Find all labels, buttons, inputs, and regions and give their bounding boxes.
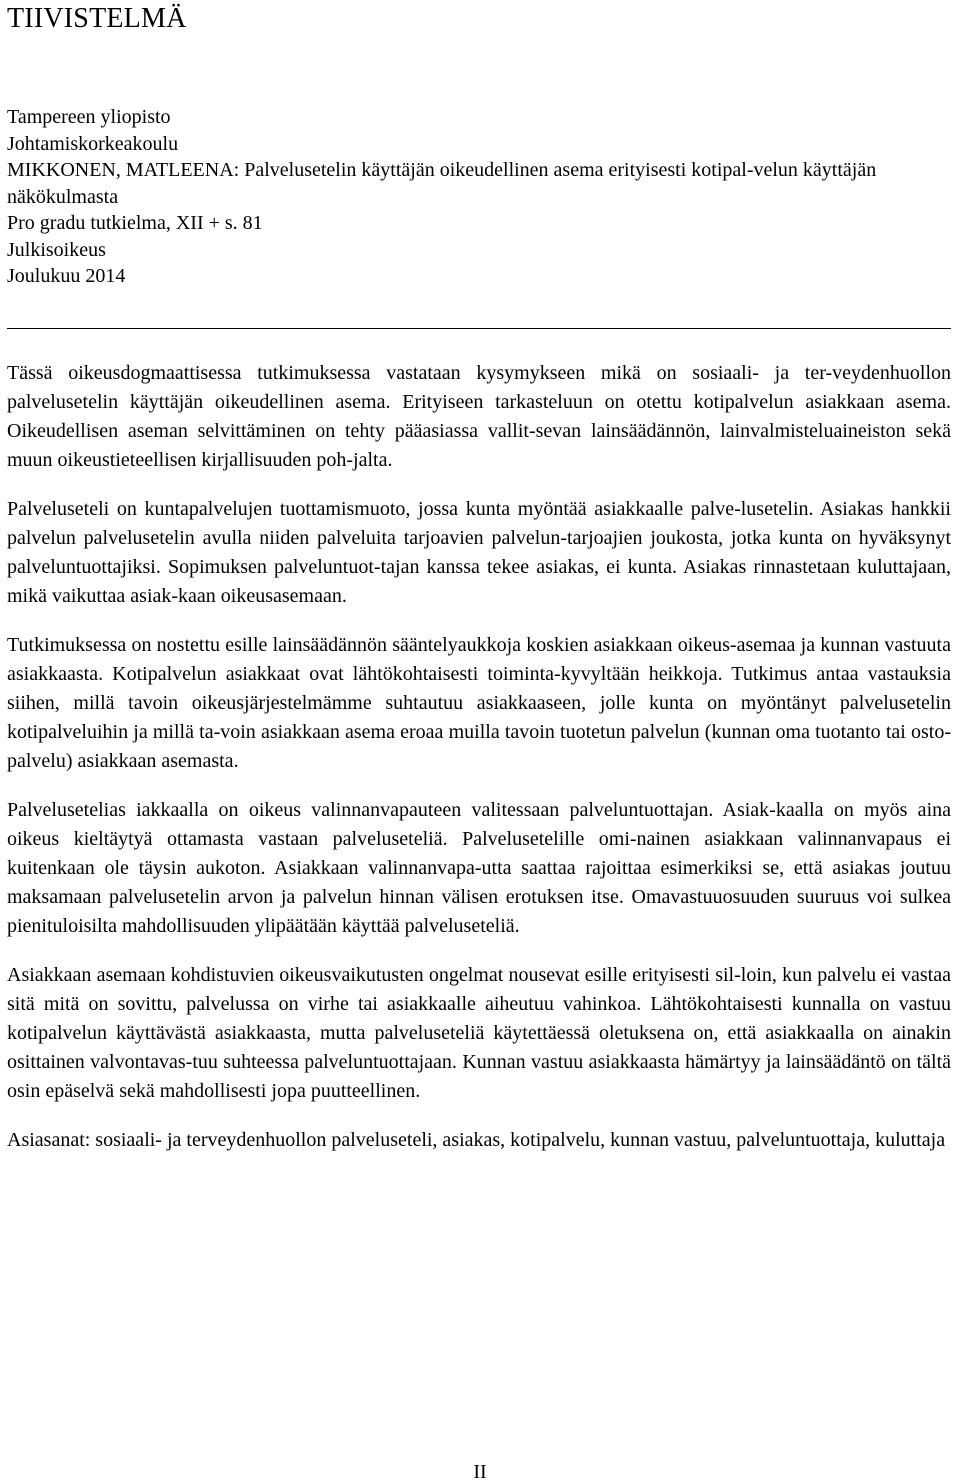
abstract-paragraph-3: Tutkimuksessa on nostettu esille lainsäädännön sääntelyaukkoja koskien asiakkaan oikeus-asemaa ja kunnan vastuuta asiakkaasta. Kotipalvelun asiakkaat ovat lähtökohtaisesti toiminta-kyvyltään heikkoja. Tutkimus antaa vastauksia siihen, millä tavoin oikeusjärjestelmämme suhtautuu asiakkaaseen, jolle kunta on myöntänyt palvelusetelin kotipalveluihin ja millä ta-voin asiakkaan asema eroaa muilla tavoin tuotetun palvelun (kunnan oma tuotanto tai osto-palvelu) asiakkaan asemasta. — [7, 634, 951, 772]
page-title: TIIVISTELMÄ — [7, 3, 187, 34]
school-line: Johtamiskorkeakoulu — [7, 132, 179, 155]
page-number: II — [473, 1461, 487, 1483]
abstract-paragraph-5: Asiakkaan asemaan kohdistuvien oikeusvaikutusten ongelmat nousevat esille erityisesti sil-loin, kun palvelu ei vastaa sitä mitä on sovittu, palvelussa on virhe tai asiakkaalle aiheutuu vahinkoa. Lähtökohtaisesti kunnalla on vastuu kotipalvelun käyttävästä asiakkaasta, mutta palveluseteliä käytettäessä oletuksena on, että asiakkaalla on ainakin osittainen valvontavas-tuu suhteessa palveluntuottajaan. Kunnan vastuu asiakkaasta hämärtyy ja lainsäädäntö on tältä osin epäselvä sekä mahdollisesti jopa puutteellinen. — [7, 964, 951, 1102]
author-title-line: MIKKONEN, MATLEENA: Palvelusetelin käyttäjän oikeudellinen asema erityisesti kotipal-velun käyttäjän näkökulmasta — [7, 159, 877, 208]
separator-line — [7, 328, 951, 329]
abstract-paragraph-4: Palvelusetelias iakkaalla on oikeus valinnanvapauteen valitessaan palveluntuottajan. Asiak-kaalla on myös aina oikeus kieltäytyä ottamasta vastaan palveluseteliä. Palvelusetelille omi-nainen asiakkaan valinnanvapaus ei kuitenkaan ole täysin aukoton. Asiakkaan valinnanvapa-utta saattaa rajoittaa esimerkiksi se, että asiakas joutuu maksamaan palvelusetelin arvon ja palvelun hinnan välisen erotuksen itse. Omavastuuosuuden suuruus voi sulkea pienituloisilta mahdollisuuden ylipäätään käyttää palveluseteliä. — [7, 799, 951, 937]
keywords: Asiasanat: sosiaali- ja terveydenhuollon palveluseteli, asiakas, kotipalvelu, kunnan vastuu, palveluntuottaja, kuluttaja — [7, 1129, 946, 1151]
subject-line: Julkisoikeus — [7, 238, 106, 261]
date-line: Joulukuu 2014 — [7, 265, 126, 287]
abstract-paragraph-1: Tässä oikeusdogmaattisessa tutkimuksessa vastataan kysymykseen mikä on sosiaali- ja ter-veydenhuollon palvelusetelin käyttäjän oikeudellinen asema. Erityiseen tarkasteluun on otettu kotipalvelun asiakkaan asema. Oikeudellisen aseman selvittäminen on tehty pääasiassa vallit-sevan lainsäädännön, lainvalmisteluaineiston sekä muun oikeustieteellisen kirjallisuuden poh-jalta. — [7, 362, 951, 471]
thesis-metadata — [7, 104, 951, 290]
thesis-type-line: Pro gradu tutkielma, XII + s. 81 — [7, 212, 263, 234]
abstract-body — [7, 359, 951, 1155]
university-line: Tampereen yliopisto — [7, 106, 171, 128]
abstract-paragraph-2: Palveluseteli on kuntapalvelujen tuottamismuoto, jossa kunta myöntää asiakkaalle palve-lusetelin. Asiakas hankkii palvelun palvelusetelin avulla niiden palveluita tarjoavien palvelun-tarjoajien joukosta, jotka kunta on hyväksynyt palveluntuottajiksi. Sopimuksen palveluntuot-tajan kanssa tekee asiakas, ei kunta. Asiakas rinnastetaan kuluttajaan, mikä vaikuttaa asiak-kaan oikeusasemaan. — [7, 498, 951, 607]
